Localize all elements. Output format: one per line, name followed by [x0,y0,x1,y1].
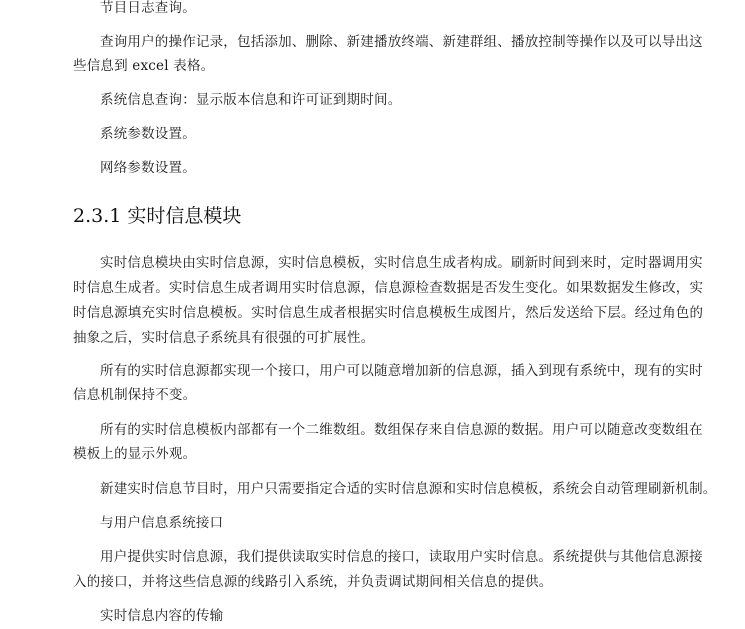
text-line: 实时信息模块由实时信息源，实时信息模板，实时信息生成者构成。刷新时间到来时，定时器调用实 [100,255,703,271]
text-line: 所有的实时信息模板内部都有一个二维数组。数组保存来自信息源的数据。用户可以随意改变数组在 [100,422,703,438]
text-line: 入的接口，并将这些信息源的线路引入系统，并负责调试期间相关信息的提供。 [73,574,553,590]
text-line: 系统参数设置。 [100,126,196,142]
text-line: 模板上的显示外观。 [73,446,197,462]
text-line: 抽象之后，实时信息子系统具有很强的可扩展性。 [73,330,375,346]
text-line: 网络参数设置。 [100,160,196,176]
text-line: 信息机制保持不变。 [73,387,197,403]
text-line: 新建实时信息节目时，用户只需要指定合适的实时信息源和实时信息模板，系统会自动管理刷新机制。 [100,481,717,497]
text-line: 所有的实时信息源都实现一个接口，用户可以随意增加新的信息源，插入到现有系统中，现有的实时 [100,363,703,379]
text-line: 系统信息查询：显示版本信息和许可证到期时间。 [100,92,402,108]
text-line: 用户提供实时信息源，我们提供读取实时信息的接口，读取用户实时信息。系统提供与其他信息源接 [100,549,703,565]
text-line: 时信息生成者。实时信息生成者调用实时信息源，信息源检查数据是否发生变化。如果数据发生修改，实 [73,280,704,296]
text-line: 节目日志查询。 [100,0,196,16]
text-line: 查询用户的操作记录，包括添加、删除、新建播放终端、新建群组、播放控制等操作以及可以导出这 [100,34,703,50]
text-line: 时信息源填充实时信息模板。实时信息生成者根据实时信息模板生成图片，然后发送给下层。经过角色的 [73,305,704,321]
text-line: 实时信息内容的传输 [100,608,224,624]
text-line: 与用户信息系统接口 [100,515,224,531]
section-heading: 2.3.1 实时信息模块 [73,205,242,227]
text-line: 些信息到 excel 表格。 [73,58,215,74]
